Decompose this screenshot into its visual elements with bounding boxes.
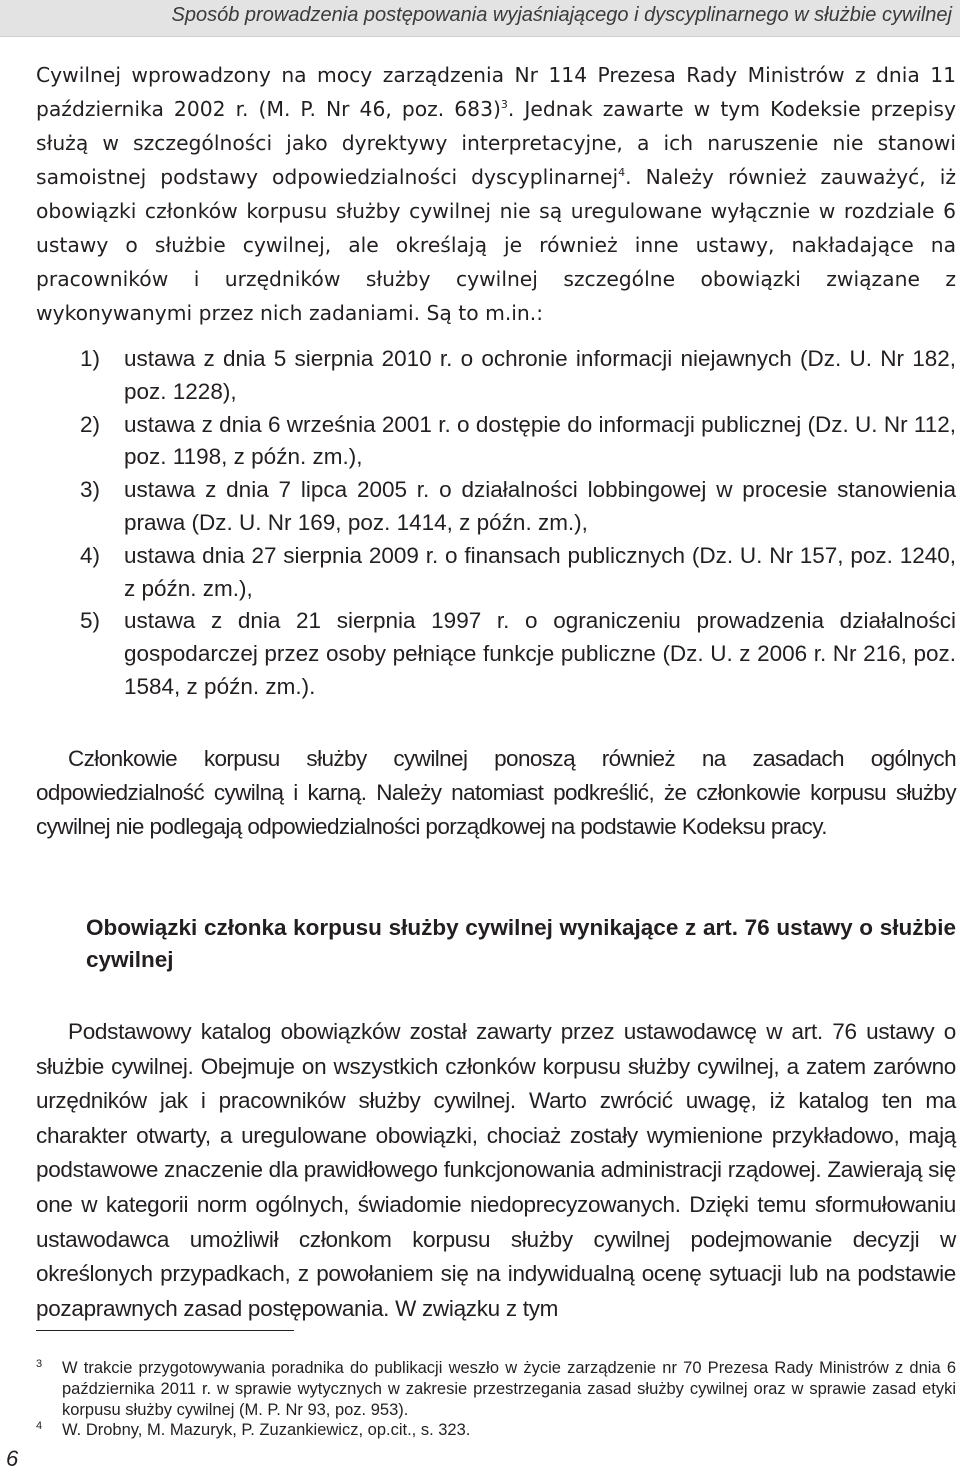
footnote-3: [36, 1358, 956, 1420]
statute-list: [80, 343, 956, 704]
list-item-number: 4): [80, 542, 101, 568]
list-item-number: 2): [80, 411, 101, 437]
footnote-text: W. Drobny, M. Mazuryk, P. Zuzankiewicz, op.cit., s. 323.: [62, 1421, 471, 1440]
paragraph-liability: Członkowie korpusu służby cywilnej ponoszą również na zasadach ogólnych odpowiedzialność cywilną i karną. Należy natomiast podkreślić, że członkowie korpusu służby cywilnej nie podlegają odpowiedzialności porządkowej na podstawie Kodeksu pracy.: [36, 746, 956, 839]
list-item-number: 3): [80, 477, 101, 503]
footnote-ref-3[interactable]: 3: [500, 98, 508, 112]
paragraph-intro: [36, 58, 956, 330]
list-item: [80, 474, 956, 540]
page-number: 6: [6, 1446, 19, 1471]
paragraph-catalog: Podstawowy katalog obowiązków został zawarty przez ustawodawcę w art. 76 ustawy o służbie cywilnej. Obejmuje on wszystkich członków korpusu służby cywilnej, a zatem zarówno urzędników jak i pracowników służby cywilnej. Warto zwrócić uwagę, iż katalog ten ma charakter otwarty, a uregulowane obowiązki, chociaż zostały wymienione przykładowo, mają podstawowe znaczenie dla prawidłowego funkcjonowania administracji rządowej. Zawierają się one w kategorii norm ogólnych, świadomie niedoprecyzowanych. Dzięki temu sformułowaniu ustawodawca umożliwił członkom korpusu służby cywilnej podejmowanie decyzji w określonych przypadkach, z powołaniem się na indywidualną ocenę sytuacji lub na podstawie pozaprawnych zasad postępowania. W związku z tym: [36, 1019, 956, 1321]
list-item-text: ustawa z dnia 6 września 2001 r. o dostępie do informacji publicznej (Dz. U. Nr 112, poz. 1198, z późn. zm.),: [124, 411, 956, 470]
footnote-divider: [36, 1330, 294, 1331]
list-item-text: ustawa z dnia 5 sierpnia 2010 r. o ochronie informacji niejawnych (Dz. U. Nr 182, poz. 1228),: [124, 346, 956, 404]
list-item-text: ustawa dnia 27 sierpnia 2009 r. o finansach publicznych (Dz. U. Nr 157, poz. 1240, z późn. zm.),: [124, 542, 956, 601]
footnote-number: 4: [36, 1420, 43, 1433]
footnote-4: [36, 1420, 956, 1441]
list-item: [80, 409, 956, 475]
running-header-title: Sposób prowadzenia postępowania wyjaśniającego i dyscyplinarnego w służbie cywilnej: [171, 4, 952, 26]
running-header: [0, 0, 960, 37]
paragraph-intro-part2: . Jednak zawarte w tym Kodeksie przepisy służą w szczególności jako dyrektywy interpretacyjne, a ich naruszenie nie stanowi samoistnej podstawy odpowiedzialności dyscyplinarnej: [36, 97, 956, 189]
list-item-text: ustawa z dnia 21 sierpnia 1997 r. o ograniczeniu prowadzenia działalności gospodarczej przez osoby pełniące funkcje publiczne (Dz. U. z 2006 r. Nr 216, poz. 1584, z późn. zm.).: [124, 608, 956, 699]
paragraph-intro-part3: . Należy również zauważyć, iż obowiązki członków korpusu służby cywilnej nie są uregulowane wyłącznie w rozdziale 6 ustawy o służbie cywilnej, ale określają je również inne ustawy, nakładające na pracowników i urzędników służby cywilnej szczególne obowiązki związane z wykonywanymi przez nich zadaniami. Są to m.in.:: [36, 165, 956, 325]
list-item: [80, 540, 956, 606]
footnote-text: W trakcie przygotowywania poradnika do publikacji weszło w życie zarządzenie nr 70 Prezesa Rady Ministrów z dnia 6 października 2011 r. w sprawie wytycznych w zakresie przestrzegania zasad służby cywilnej oraz w sprawie zasad etyki korpusu służby cywilnej (M. P. Nr 93, poz. 953).: [62, 1359, 956, 1419]
footnotes: [36, 1358, 956, 1441]
list-item: [80, 605, 956, 703]
footnote-ref-4[interactable]: 4: [618, 166, 626, 180]
list-item-text: ustawa z dnia 7 lipca 2005 r. o działalności lobbingowej w procesie stanowienia prawa (Dz. U. Nr 169, poz. 1414, z późn. zm.),: [124, 477, 956, 535]
list-item: [80, 343, 956, 409]
footnote-number: 3: [36, 1358, 43, 1370]
section-heading: Obowiązki członka korpusu służby cywilnej wynikające z art. 76 ustawy o służbie cywilnej: [86, 915, 956, 972]
list-item-number: 1): [80, 346, 101, 371]
paragraph-intro-part1: Cywilnej wprowadzony na mocy zarządzenia Nr 114 Prezesa Rady Ministrów z dnia 11 października 2002 r. (M. P. Nr 46, poz. 683): [36, 63, 956, 121]
list-item-number: 5): [80, 608, 101, 634]
